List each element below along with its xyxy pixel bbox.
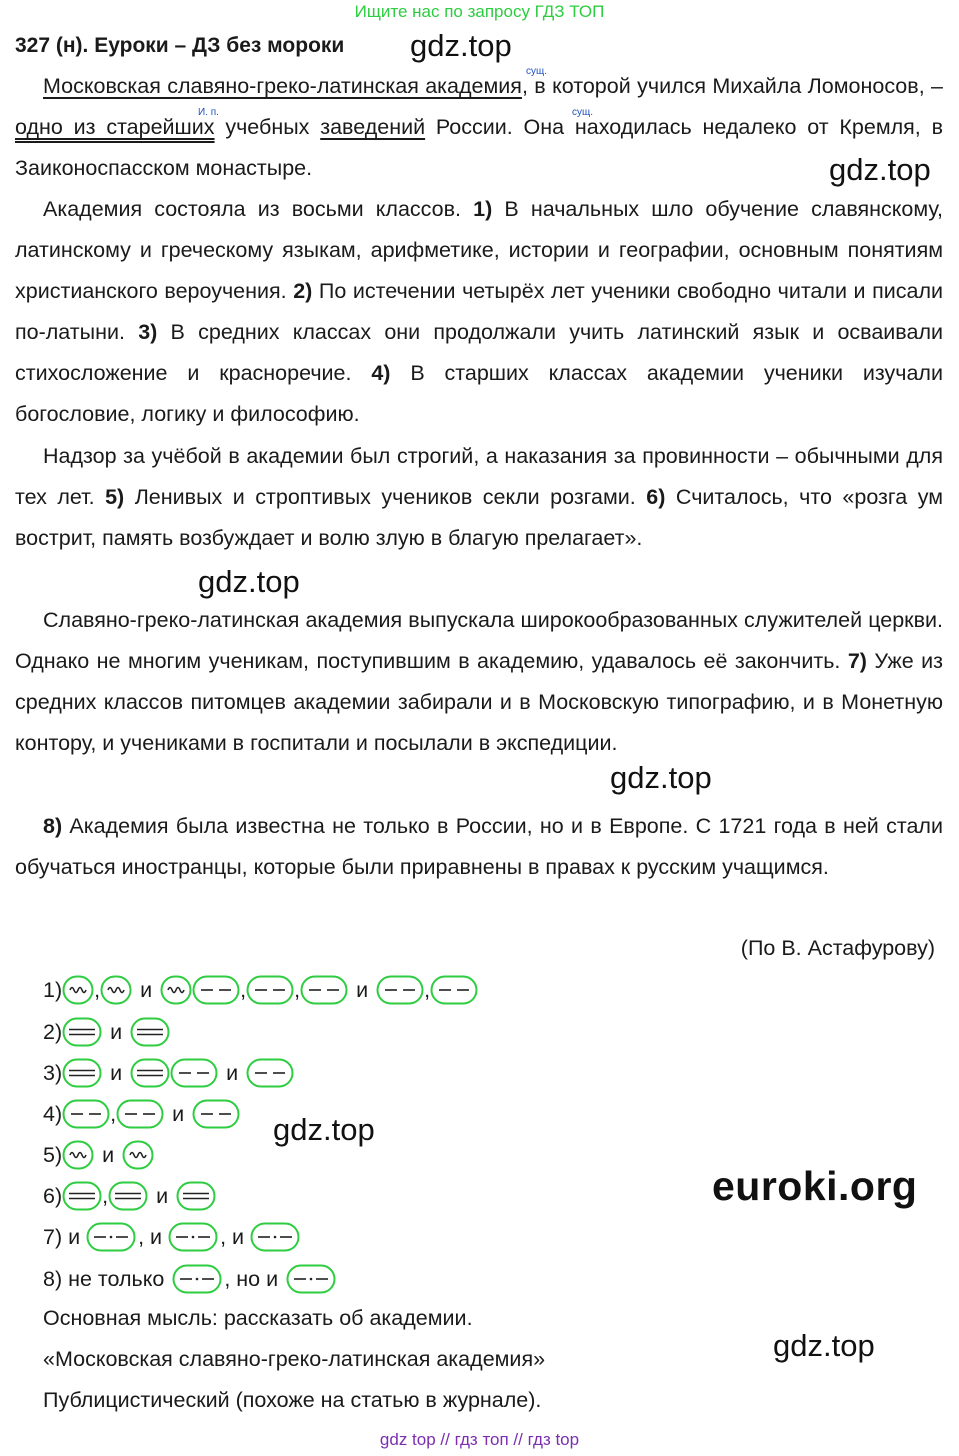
page-title: 327 (н). Еуроки – ДЗ без мороки [15,34,345,57]
double-line-oval-icon [130,1017,170,1047]
schema-line-1: 1) , и , , и , [43,975,478,1005]
dash-oval-icon [430,975,478,1005]
double-line-oval-icon [62,1181,102,1211]
annotation-noun: сущ. [572,107,594,118]
subject-underlined: Московская славяно-греко-латинская академия [43,74,522,98]
watermark: gdz.top [273,1112,375,1147]
schema-line-2: 2) и [43,1017,170,1047]
double-line-oval-icon [108,1181,148,1211]
dash-oval-icon [246,1058,294,1088]
watermark: gdz.top [829,152,931,187]
dash-dot-oval-icon [168,1222,218,1252]
dash-oval-icon [300,975,348,1005]
double-line-oval-icon [176,1181,216,1211]
dash-oval-icon [192,975,240,1005]
bottom-links[interactable]: gdz top // гдз топ // гдз top [379,1430,580,1449]
double-line-oval-icon [62,1017,102,1047]
watermark: gdz.top [773,1328,875,1363]
schema-line-6: 6) , и [43,1181,216,1211]
main-idea: Основная мысль: рассказать об академии. [43,1306,473,1330]
dash-oval-icon [62,1099,110,1129]
style-note: Публицистический (похоже на статью в журнале). [43,1388,542,1412]
paragraph-5: 8) Академия была известна не только в России, но и в Европе. С 1721 года в ней стали обучаться иностранцы, которые были приравнены в правах к русским учащимся. [15,814,943,879]
dash-oval-icon [246,975,294,1005]
paragraph-1: Московская славяно-греко-латинская академия, в которой учился Михайла Ломоносов, – одно из старейших учебных заведений России. Она находилась недалеко от Кремля, в Заиконоспасском монастыре. [15,74,944,180]
wave-oval-icon [122,1140,154,1170]
euroki-logo: euroki.org [712,1163,918,1209]
dash-oval-icon [376,975,424,1005]
annotation-nominative: И. п. [198,107,219,118]
dash-oval-icon [170,1058,218,1088]
annotation-noun: сущ. [526,66,548,77]
dash-oval-icon [116,1099,164,1129]
paragraph-2: Академия состояла из восьми классов. 1) В начальных шло обучение славянскому, латинскому и греческому языкам, арифметике, истории и географии, основным понятиям христианского вероучения. 2) По истечении четырёх лет ученики свободно читали и писали по-латыни. 3) В средних классах они продолжали учить латинский язык и осваивали стихосложение и красноречие. 4) В старших классах академии ученики изучали богословие, логику и философию. [15,197,943,426]
schema-line-8: 8) не только , но и [43,1264,336,1294]
schema-line-3: 3) и и [43,1058,294,1088]
dash-dot-oval-icon [172,1264,222,1294]
noun-underlined: заведений [320,115,426,139]
wave-oval-icon [62,975,94,1005]
dash-dot-oval-icon [286,1264,336,1294]
dash-dot-oval-icon [250,1222,300,1252]
watermark: gdz.top [610,760,712,795]
schema-line-5: 5) и [43,1140,154,1170]
double-line-oval-icon [62,1058,102,1088]
predicate-underlined: одно из старейших [15,115,215,139]
double-line-oval-icon [130,1058,170,1088]
paragraph-3: Надзор за учёбой в академии был строгий, а наказания за провинности – обычными для тех лет. 5) Ленивых и строптивых учеников секли розгами. 6) Считалось, что «розга ум вострит, память возбуждает и волю злую в благую прелагает». [15,444,944,550]
schema-line-7: 7) и , и , и [43,1222,300,1252]
wave-oval-icon [62,1140,94,1170]
schema-line-4: 4) , и [43,1099,240,1129]
dash-dot-oval-icon [86,1222,136,1252]
dash-oval-icon [192,1099,240,1129]
watermark: gdz.top [198,564,300,599]
wave-oval-icon [100,975,132,1005]
wave-oval-icon [160,975,192,1005]
watermark: gdz.top [410,28,512,63]
text-headline: «Московская славяно-греко-латинская академия» [43,1347,546,1371]
top-search-note[interactable]: Ищите нас по запросу ГДЗ ТОП [354,2,605,21]
author-credit: (По В. Астафурову) [740,936,935,960]
paragraph-4: Славяно-греко-латинская академия выпускала широкообразованных служителей церкви. Однако не многим ученикам, поступившим в академию, удавалось её закончить. 7) Уже из средних классов питомцев академии забирали и в Московскую типографию, и в Монетную контору, и учениками в госпитали и посылали в экспедиции. [15,608,943,755]
